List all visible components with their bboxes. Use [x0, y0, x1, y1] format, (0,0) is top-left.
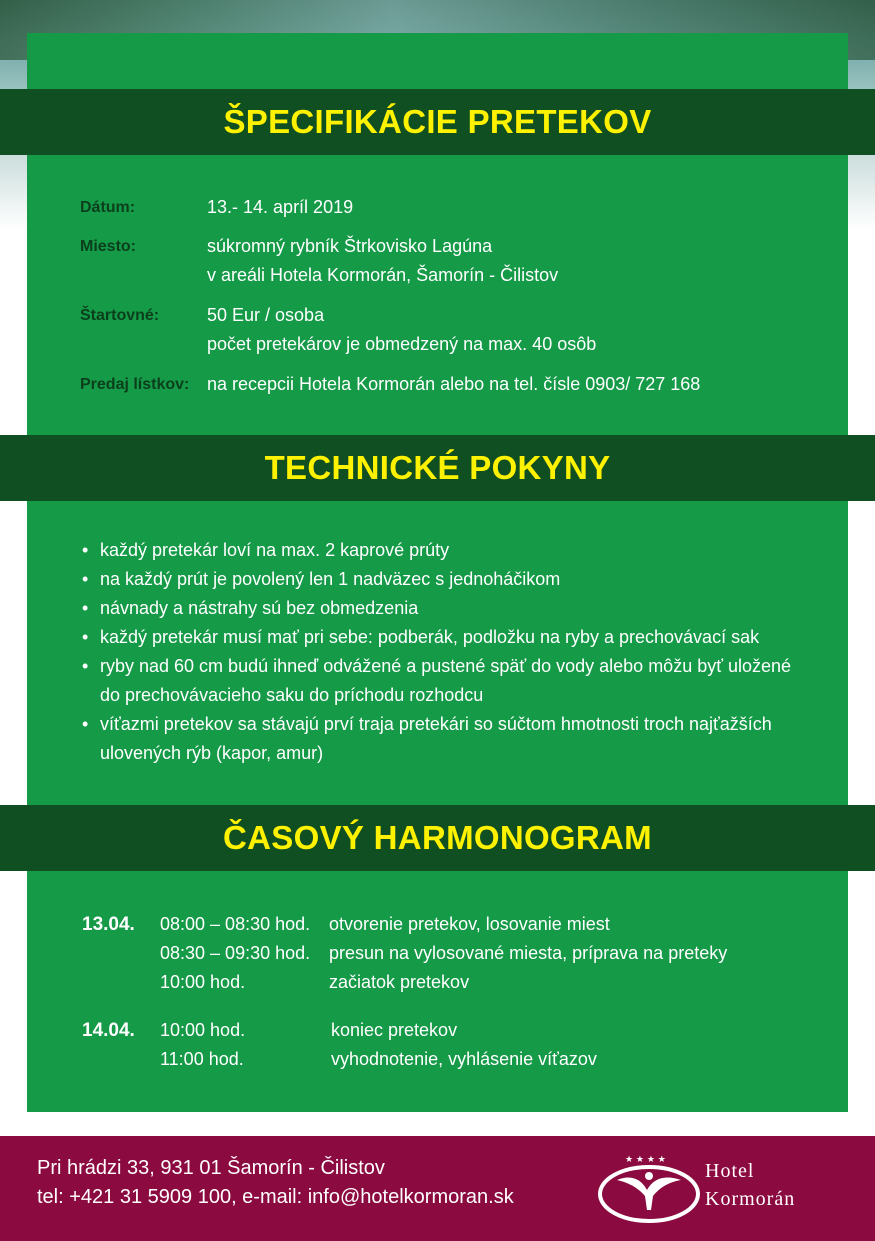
list-item-text: ryby nad 60 cm budú ihneď odvážené a pustené späť do vody alebo môžu byť uložené	[100, 656, 792, 676]
schedule-desc: presun na vylosované miesta, príprava na preteky	[329, 943, 728, 963]
bullet-icon: •	[82, 627, 89, 647]
hotel-logo	[597, 1150, 847, 1228]
place-line-1: súkromný rybník Štrkovisko Lagúna	[207, 236, 493, 256]
bullet-icon: •	[82, 714, 89, 734]
schedule-date: 14.04.	[82, 1020, 135, 1041]
bullet-icon: •	[82, 598, 89, 618]
fee-label: Štartovné:	[80, 307, 160, 324]
list-item-text-continued: do prechovávacieho saku do príchodu rozhodcu	[100, 685, 484, 705]
footer-address: Pri hrádzi 33, 931 01 Šamorín - Čilistov	[37, 1157, 385, 1179]
date-label: Dátum:	[80, 199, 136, 216]
list-item	[82, 594, 802, 623]
list-item	[82, 710, 802, 768]
list-item-text: každý pretekár musí mať pri sebe: podberák, podložku na ryby a prechovávací sak	[100, 627, 760, 647]
place-line-2: v areáli Hotela Kormorán, Šamorín - Čilistov	[207, 265, 559, 285]
date-value: 13.- 14. apríl 2019	[207, 197, 354, 217]
section-band-specifications	[0, 89, 875, 155]
list-item-text: návnady a nástrahy sú bez obmedzenia	[100, 598, 419, 618]
fee-line-2: počet pretekárov je obmedzený na max. 40 osôb	[207, 334, 597, 354]
section-title-schedule: ČASOVÝ HARMONOGRAM	[223, 819, 652, 856]
tickets-label: Predaj lístkov:	[80, 376, 190, 393]
list-item	[82, 536, 802, 565]
list-item	[82, 623, 802, 652]
section-title-technical: TECHNICKÉ POKYNY	[264, 449, 611, 486]
schedule-desc: koniec pretekov	[331, 1020, 458, 1040]
list-item-text: na každý prút je povolený len 1 nadväzec s jednoháčikom	[100, 569, 561, 589]
schedule-time: 10:00 hod.	[160, 972, 246, 992]
schedule-time: 11:00 hod.	[160, 1049, 244, 1069]
bullet-icon: •	[82, 569, 89, 589]
section-title-specifications: ŠPECIFIKÁCIE PRETEKOV	[223, 103, 652, 140]
schedule-time: 08:30 – 09:30 hod.	[160, 943, 311, 963]
list-item-text: každý pretekár loví na max. 2 kaprové prúty	[100, 540, 450, 560]
technical-rules-list	[82, 536, 802, 768]
logo-text-kormoran: Kormorán	[705, 1188, 796, 1210]
footer-address-block	[37, 1154, 514, 1212]
tickets-value: na recepcii Hotela Kormorán alebo na tel. čísle 0903/ 727 168	[207, 374, 701, 394]
logo-stars: ★ ★ ★ ★	[625, 1155, 666, 1165]
bullet-icon: •	[82, 540, 89, 560]
schedule-desc: otvorenie pretekov, losovanie miest	[329, 914, 610, 934]
schedule-desc: vyhodnotenie, vyhlásenie víťazov	[331, 1049, 597, 1069]
section-band-schedule	[0, 805, 875, 871]
section-band-technical	[0, 435, 875, 501]
list-item-text-continued: ulovených rýb (kapor, amur)	[100, 743, 324, 763]
cormorant-logo-icon	[597, 1150, 701, 1228]
fee-line-1: 50 Eur / osoba	[207, 305, 325, 325]
list-item-text: víťazmi pretekov sa stávajú prví traja pretekári so súčtom hmotnosti troch najťažších	[100, 714, 772, 734]
schedule-time: 10:00 hod.	[160, 1020, 246, 1040]
list-item	[82, 652, 802, 710]
logo-text-hotel: Hotel	[705, 1160, 755, 1182]
list-item	[82, 565, 802, 594]
schedule-desc: začiatok pretekov	[329, 972, 470, 992]
schedule-date: 13.04.	[82, 914, 135, 935]
schedule-time: 08:00 – 08:30 hod.	[160, 914, 311, 934]
footer-contact: tel: +421 31 5909 100, e-mail: info@hotelkormoran.sk	[37, 1186, 514, 1208]
bullet-icon: •	[82, 656, 89, 676]
place-label: Miesto:	[80, 238, 136, 255]
footer	[0, 1136, 875, 1241]
